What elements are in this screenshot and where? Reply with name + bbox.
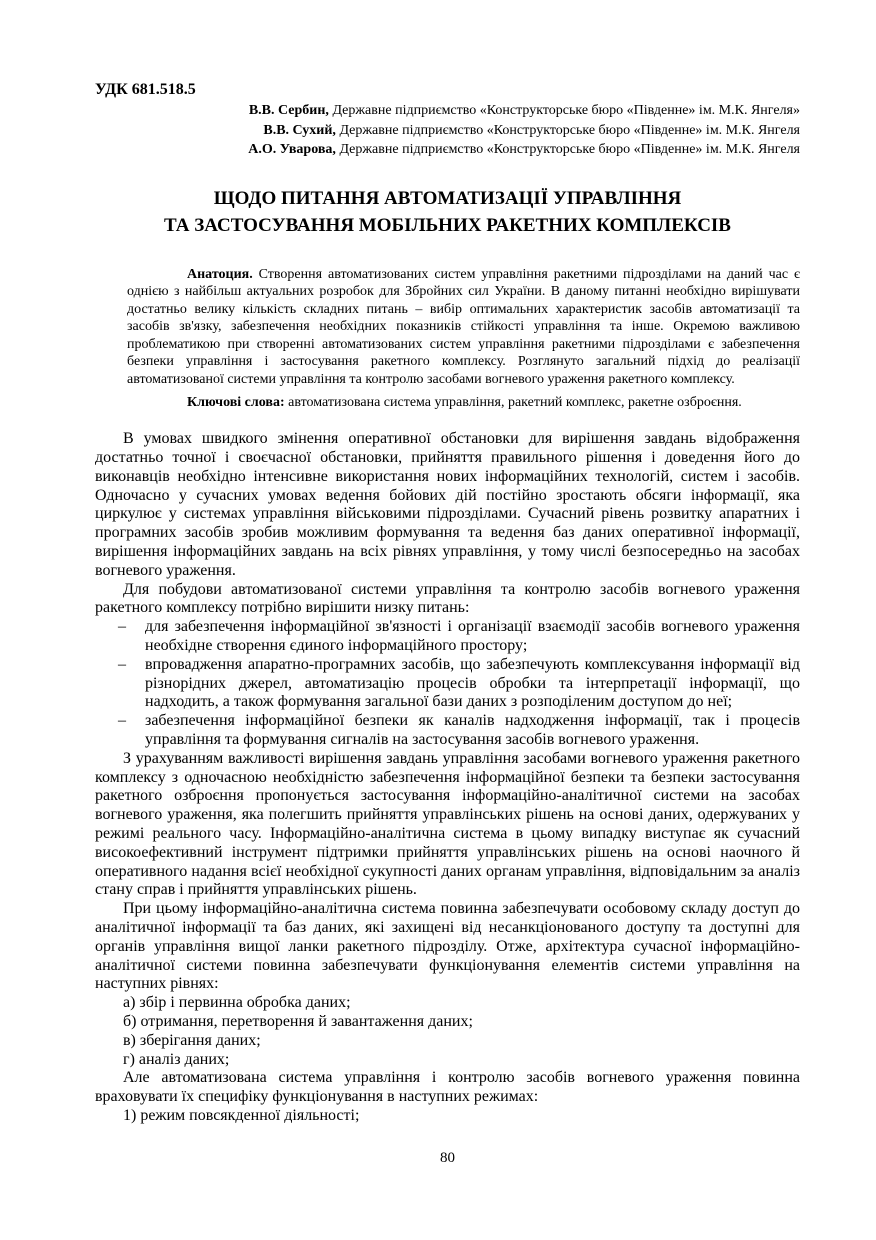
author-affiliation: Державне підприємство «Конструкторське бюро «Південне» ім. М.К. Янгеля — [339, 122, 800, 138]
dash-marker: – — [118, 618, 126, 636]
abstract-text: Створення автоматизованих систем управління ракетними підрозділами на даний час є однією з найбільш актуальних розробок для Збройних сил України. В даному питанні необхідно вирішувати достатньо велику кількість складних питань – вибір оптимальних характеристик засобів автоматизації та засобів зв'язку, забезпечення необхідних показників стійкості управління та інше. Окремою важливою проблематикою при створенні автоматизованих систем управління ракетними підрозділами є забезпечення безпеки управління і застосування ракетного комплексу. Розглянуто загальний підхід до реалізації автоматизованої системи управління та контролю засобами вогневого ураження ракетного комплексу. — [127, 266, 800, 388]
list-item — [118, 712, 800, 750]
author-name: В.В. Сухий, — [263, 122, 336, 138]
list-item — [118, 656, 800, 712]
article-body — [95, 430, 800, 1125]
author-affiliation: Державне підприємство «Конструкторське бюро «Південне» ім. М.К. Янгеля» — [332, 103, 800, 118]
abstract-paragraph — [127, 266, 800, 389]
body-paragraph-4: При цьому інформаційно-аналітична система повинна забезпечувати особовому складу доступ до аналітичної інформації та баз даних, які захищені від несанкціонованого доступу та доступні для органів управління вищої ланки ракетного підрозділу. Отже, архітектура сучасної інформаційно-аналітичної системи повинна забезпечувати функціонування елементів системи управління на наступних рівнях: — [95, 900, 800, 993]
lettered-item-a: а) збір і первинна обробка даних; — [123, 994, 351, 1012]
udc-code: УДК 681.518.5 — [95, 81, 196, 98]
author-line — [95, 140, 800, 160]
list-item — [118, 618, 800, 656]
lettered-item-g: г) аналіз даних; — [123, 1050, 230, 1068]
author-affiliation: Державне підприємство «Конструкторське бюро «Південне» ім. М.К. Янгеля — [339, 142, 800, 157]
author-line — [95, 101, 800, 121]
abstract-label: Анатоция. — [187, 266, 253, 282]
author-block — [95, 101, 800, 160]
lettered-item-b: б) отримання, перетворення й завантаження даних; — [123, 1012, 473, 1030]
numbered-item-1: 1) режим повсякденної діяльності; — [123, 1106, 360, 1124]
body-paragraph-5: Але автоматизована система управління і контролю засобів вогневого ураження повинна враховувати їх специфіку функціонування в наступних режимах: — [95, 1069, 800, 1106]
author-name: В.В. Сербин, — [248, 103, 329, 118]
list-item-text: для забезпечення інформаційної зв'язності і організації взаємодії засобів вогневого ураження необхідне створення єдиного інформаційного простору; — [145, 618, 800, 655]
keywords-text: автоматизована система управління, ракетний комплекс, ракетне озброєння. — [288, 394, 742, 410]
list-item-text: впровадження апаратно-програмних засобів, що забезпечують комплексування інформації від різнорідних джерел, автоматизацію процесів обробки та інтерпретації інформації, що надходить, а також формування загальної бази даних з розподіленим доступом до неї; — [145, 655, 800, 711]
body-paragraph-1: В умовах швидкого змінення оперативної обстановки для вирішення завдань відображення достатньо точної і своєчасної обстановки, прийняття правильного рішення і доведення його до виконавців необхідно інтенсивне використання нових інформаційних технологій, систем і засобів. Одночасно у сучасних умовах ведення бойових дій постійно зростають обсяги інформації, яка циркулює у системах управління військовими підрозділами. Сучасний рівень розвитку апаратних і програмних засобів зробив можливим формування та ведення баз даних оперативної інформації, вирішення інформаційних завдань на всіх рівнях управління, у тому числі безпосередньо на засобах вогневого ураження. — [95, 430, 800, 579]
abstract-block — [127, 266, 800, 412]
author-name: А.О. Уварова, — [248, 142, 336, 157]
keywords-label: Ключові слова: — [187, 394, 285, 410]
list-item-text: забезпечення інформаційної безпеки як каналів надходження інформації, так і процесів управління та формування сигналів на застосування засобів вогневого ураження. — [145, 712, 800, 748]
body-paragraph-2: Для побудови автоматизованої системи управління та контролю засобів вогневого ураження ракетного комплексу потрібно вирішити низку питань: — [95, 580, 800, 617]
title-line-1: ЩОДО ПИТАННЯ АВТОМАТИЗАЦІЇ УПРАВЛІННЯ — [213, 187, 682, 209]
dash-marker: – — [118, 655, 126, 673]
lettered-item-v: в) зберігання даних; — [123, 1031, 261, 1049]
article-title — [95, 185, 800, 239]
author-line — [95, 121, 800, 141]
dash-list — [118, 618, 800, 750]
dash-marker: – — [118, 712, 126, 730]
page-number: 80 — [440, 1150, 455, 1166]
keywords-paragraph — [127, 394, 800, 412]
body-paragraph-3: З урахуванням важливості вирішення завдань управління засобами вогневого ураження ракетного комплексу з одночасною необхідністю забезпечення інформаційної безпеки та безпеки застосування ракетного озброєння пропонується застосування інформаційно-аналітичної системи на засобах вогневого ураження, яка полегшить прийняття управлінських рішень на основі даних, одержуваних у режимі реального часу. Інформаційно-аналітична система в цьому випадку виступає як сучасний високоефективний інструмент підтримки прийняття управлінських рішень на основі наочного й оперативного надання всієї необхідної сукупності даних органам управління, відповідальним за аналіз стану справ і прийняття управлінських рішень. — [95, 749, 800, 899]
title-line-2: ТА ЗАСТОСУВАННЯ МОБІЛЬНИХ РАКЕТНИХ КОМПЛЕКСІВ — [164, 214, 731, 236]
